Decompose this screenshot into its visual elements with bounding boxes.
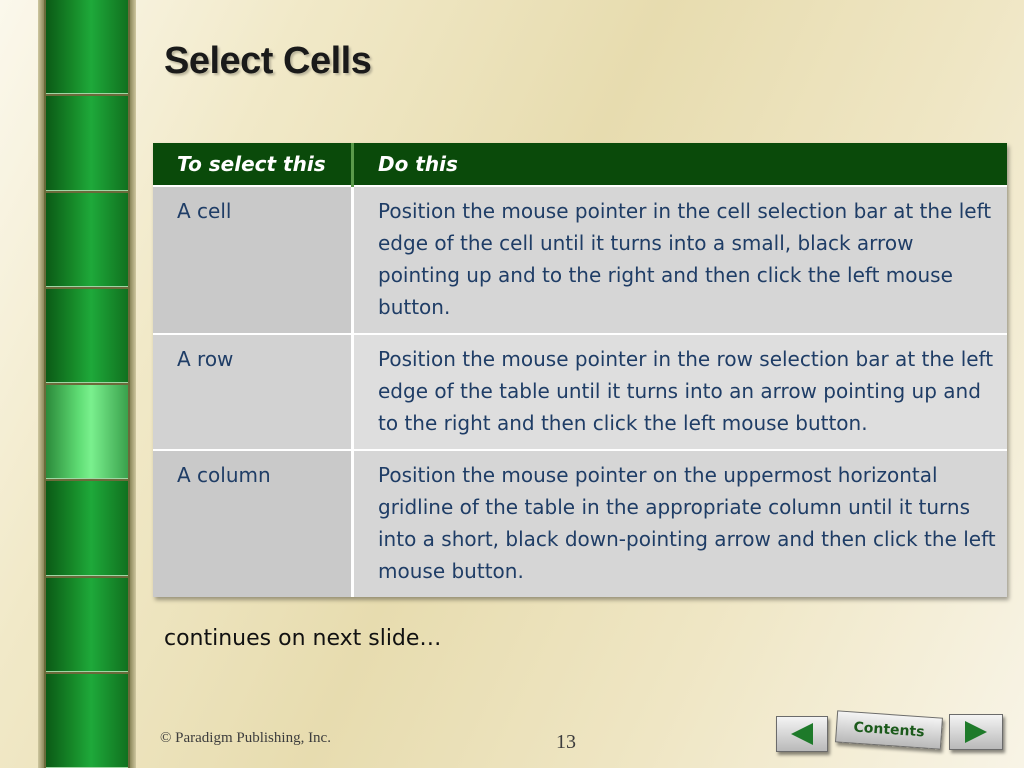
sidebar-edge-right xyxy=(130,0,136,768)
table-row xyxy=(153,186,1007,334)
decorative-sidebar xyxy=(38,0,136,768)
sidebar-tile xyxy=(46,96,128,190)
sidebar-edge-left xyxy=(38,0,44,768)
sidebar-tile-highlight xyxy=(46,385,128,479)
slide-title: Select Cells xyxy=(164,40,372,82)
column-header-action: Do this xyxy=(353,143,1008,186)
action-cell: Position the mouse pointer in the cell selection bar at the left edge of the cell until it turns into a small, black arrow pointing up and to the right and then click the left mouse button. xyxy=(353,186,1008,334)
table-row xyxy=(153,450,1007,597)
sidebar-tile xyxy=(46,578,128,672)
arrow-right-icon xyxy=(965,721,987,743)
contents-button[interactable] xyxy=(835,710,943,749)
copyright-footer: © Paradigm Publishing, Inc. xyxy=(160,730,331,746)
sidebar-tile xyxy=(46,289,128,383)
column-header-select: To select this xyxy=(153,143,353,186)
table-row xyxy=(153,334,1007,450)
arrow-left-icon xyxy=(791,723,813,745)
sidebar-tile xyxy=(46,193,128,287)
select-target-cell: A cell xyxy=(153,186,353,334)
contents-button-label: Contents xyxy=(852,719,925,741)
action-cell: Position the mouse pointer on the uppermost horizontal gridline of the table in the appropriate column until it turns into a short, black down-pointing arrow and then click the left mouse button. xyxy=(353,450,1008,597)
previous-slide-button[interactable] xyxy=(776,716,828,752)
sidebar-tile xyxy=(46,0,128,94)
sidebar-tile xyxy=(46,481,128,575)
sidebar-tile xyxy=(46,674,128,768)
next-slide-button[interactable] xyxy=(949,714,1003,750)
continues-note: continues on next slide… xyxy=(164,626,442,651)
select-target-cell: A column xyxy=(153,450,353,597)
table-header-row xyxy=(153,143,1007,186)
action-cell: Position the mouse pointer in the row selection bar at the left edge of the table until it turns into an arrow pointing up and to the right and then click the left mouse button. xyxy=(353,334,1008,450)
page-number: 13 xyxy=(556,731,576,753)
selection-table xyxy=(153,143,1007,597)
select-target-cell: A row xyxy=(153,334,353,450)
